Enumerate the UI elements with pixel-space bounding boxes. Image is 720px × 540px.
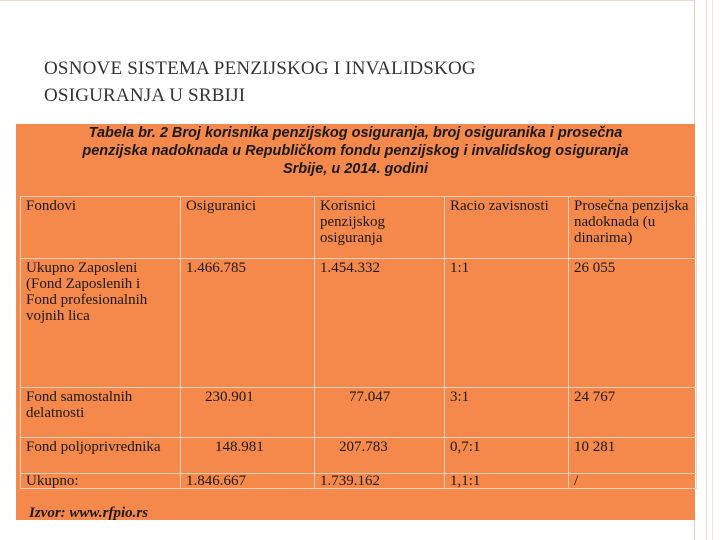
cell-fund: Fond poljoprivrednika: [21, 438, 181, 474]
data-table: [20, 196, 697, 489]
header-cell-osiguranici: Osiguranici: [181, 197, 315, 259]
table-row: [21, 438, 697, 474]
header-cell-korisnici: Korisnici penzijskog osiguranja: [315, 197, 445, 259]
cell-beneficiaries: 1.454.332: [315, 259, 445, 388]
cell-insured: 148.981: [181, 438, 315, 474]
cell-beneficiaries: 207.783: [315, 438, 445, 474]
header-cell-racio: Racio zavisnosti: [445, 197, 569, 259]
cell-ratio: 1:1: [445, 259, 569, 388]
cell-insured: 1.466.785: [181, 259, 315, 388]
cell-fund: Ukupno Zaposleni (Fond Zaposlenih i Fond profesionalnih vojnih lica: [21, 259, 181, 388]
cell-avg-pension: 26 055: [569, 259, 697, 388]
header-cell-prosecna: Prosečna penzijska nadoknada (u dinarima): [569, 197, 697, 259]
table-row: [21, 259, 697, 388]
cell-beneficiaries: 1.739.162: [315, 474, 445, 489]
decorative-top-line: [0, 0, 694, 1]
slide-title: [44, 55, 664, 109]
cell-fund: Ukupno:: [21, 474, 181, 489]
table-caption-line-3: Srbije, u 2014. godini: [282, 161, 429, 177]
cell-ratio: 3:1: [445, 388, 569, 438]
table-image: [16, 124, 695, 520]
cell-ratio: 0,7:1: [445, 438, 569, 474]
decorative-vertical-line: [706, 0, 707, 540]
cell-beneficiaries: 77.047: [315, 388, 445, 438]
table-row: [21, 474, 697, 489]
table-caption-line-2: penzijska nadoknada u Republičkom fondu penzijskog i invalidskog osiguranja: [82, 143, 629, 159]
cell-avg-pension: /: [569, 474, 697, 489]
table-row: [21, 388, 697, 438]
table-caption-line-1: Tabela br. 2 Broj korisnika penzijskog osiguranja, broj osiguranika i prosečna: [88, 125, 623, 141]
cell-fund: Fond samostalnih delatnosti: [21, 388, 181, 438]
table-caption: [16, 124, 695, 178]
table-header-row: [21, 197, 697, 259]
cell-ratio: 1,1:1: [445, 474, 569, 489]
table-source: Izvor: www.rfpio.rs: [29, 505, 149, 521]
header-cell-fondovi: Fondovi: [21, 197, 181, 259]
slide-title-line-1: OSNOVE SISTEMA PENZIJSKOG I INVALIDSKOG: [44, 58, 476, 79]
cell-avg-pension: 10 281: [569, 438, 697, 474]
cell-insured: 230.901: [181, 388, 315, 438]
decorative-vertical-line: [712, 0, 713, 540]
cell-insured: 1.846.667: [181, 474, 315, 489]
slide-title-line-2: OSIGURANJA U SRBIJI: [44, 85, 246, 106]
cell-avg-pension: 24 767: [569, 388, 697, 438]
